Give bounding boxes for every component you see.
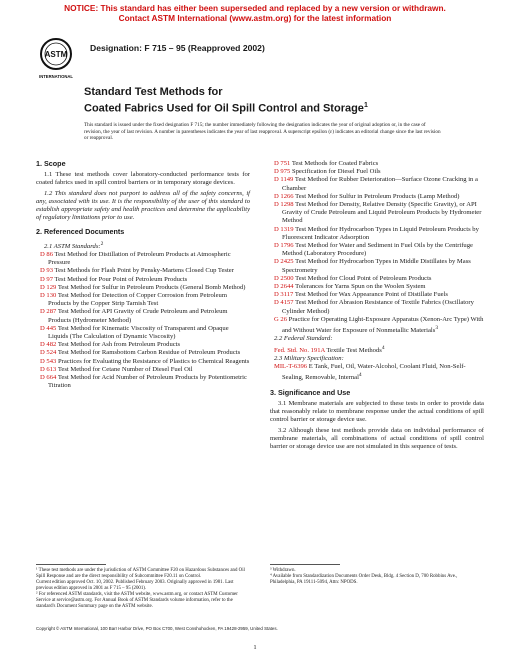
refs-heading: 2. Referenced Documents [36,227,125,237]
reference-title: Test Method for Cloud Point of Petroleum Products [295,274,432,282]
title-line-1: Standard Test Methods for [84,86,223,98]
copyright-line: Copyright © ASTM International, 100 Barr Harbor Drive, PO Box C700, West Conshohocken, PA 19428-2959, United States. [36,626,278,631]
reference-title: Test Method for Sulfur in Petroleum Products (Lamp Method) [295,192,460,200]
reference-title: Test Method for Acid Number of Petroleum Products by Potentiometric Titration [48,374,247,390]
footnote-1: ¹ These test methods are under the jurisdiction of ASTM Committee F20 on Hazardous Substances and Oil Spill Response and are the direct responsibility of Subcommittee F20.11 on Control. [36,568,245,579]
reference-item[interactable] [270,160,484,168]
reference-title: Specification for Diesel Fuel Oils [291,168,381,176]
reference-item[interactable] [270,291,484,299]
reference-item[interactable] [270,275,484,283]
withdrawn-notice [0,3,510,23]
reference-item[interactable] [36,366,250,374]
significance-heading: 3. Significance and Use [270,387,351,397]
left-reference-list [36,251,250,390]
reference-id-link[interactable]: D 482 [40,341,57,349]
reference-id-link[interactable]: D 4157 [274,299,294,307]
reference-id-link[interactable]: D 287 [40,308,57,316]
astm-standards-text: 2.1 ASTM Standards: [44,242,101,250]
right-reference-list [270,160,484,335]
military-spec-sup: 4 [358,372,362,379]
reference-id-link[interactable]: D 130 [40,292,57,300]
scope-paragraph-2: 1.2 This standard does not purport to address all of the safety concerns, if any, associated with its use. It is the responsibility of the user of this standard to establish appropriate safety and health practices and determine the applicability of regulatory limitations prior to use. [36,189,250,222]
reference-id-link[interactable]: D 1319 [274,225,294,233]
reference-id-link[interactable]: D 445 [40,324,57,332]
right-footnotes [270,568,484,586]
title-line-2 [84,99,368,116]
reference-item[interactable] [270,258,484,274]
footnote-3: ³ Withdrawn. [270,568,296,573]
reference-id-link[interactable]: D 129 [40,283,57,291]
significance-paragraph-1: 3.1 Membrane materials are subjected to these tests in order to provide data that reasonably relate to membrane response under the actual conditions of spill control barrier or storage device use. [270,400,484,424]
reference-id-link[interactable]: D 2644 [274,283,294,291]
title-line-2-text: Coated Fabrics Used for Oil Spill Control and Storage [84,102,364,115]
reference-id-link[interactable]: D 2425 [274,258,294,266]
scope-heading: 1. Scope [36,159,66,168]
significance-paragraph-2: 3.2 Although these test methods provide data on individual performance of membrane materials, all combinations of actual conditions of spill control barrier or storage device use are not simulated in this sequence of tests. [270,426,484,451]
reference-item[interactable] [36,292,250,308]
reference-id-link[interactable]: D 664 [40,374,57,382]
reference-id-link[interactable]: D 1298 [274,201,294,209]
reference-id-link[interactable]: D 524 [40,349,57,357]
scope-paragraph-1: 1.1 These test methods cover laboratory-conducted performance tests for coated fabrics used in spill control barriers or in temporary storage devices. [36,171,250,187]
footnote-4: ⁴ Available from Standardization Documents Order Desk, Bldg. 4 Section D, 700 Robbins Ave., Philadelphia, PA 19111-5094, Attn: NPODS. [270,574,458,585]
reference-title: Tolerances for Yarns Spun on the Woolen System [295,283,426,291]
federal-standard-id[interactable]: Fed. Std. No. 191A [274,346,325,354]
reference-id-link[interactable]: D 3117 [274,291,294,299]
reference-item[interactable] [36,341,250,349]
reference-item[interactable] [36,308,250,324]
footnote-2: ² For referenced ASTM standards, visit the ASTM website, www.astm.org, or contact ASTM Customer Service at service@astm.org. For Annual Book of ASTM Standards volume information, refer to the standard's Document Summary page on the ASTM website. [36,592,238,609]
reference-id-link[interactable]: D 86 [40,251,54,259]
reference-id-link[interactable]: G 26 [274,315,288,323]
reference-title: Test Method for Ash from Petroleum Products [57,341,181,349]
reference-sup: 3 [435,325,439,332]
reference-title: Test Method for Water and Sediment in Fuel Oils by the Centrifuge Method (Laboratory Procedure) [282,242,473,258]
reference-id-link[interactable]: D 93 [40,267,54,275]
reference-item[interactable] [36,374,250,390]
reference-item[interactable] [270,176,484,192]
page-number: 1 [253,644,257,651]
footnote-1-current-edition: Current edition approved Oct. 10, 2002. Published February 2003. Originally approved in 1981. Last previous edition approved in 2001 as F 715 – 95 (2001). [36,580,234,591]
logo-text: ASTM [44,50,68,59]
reference-id-link[interactable]: D 1266 [274,192,294,200]
military-spec-item[interactable] [270,363,484,383]
reference-item[interactable] [270,283,484,291]
reference-item[interactable] [270,201,484,226]
reference-item[interactable] [36,276,250,284]
reference-id-link[interactable]: D 1796 [274,242,294,250]
reference-title: Test Methods for Flash Point by Pensky-Martens Closed Cup Tester [54,267,234,275]
reference-item[interactable] [36,267,250,275]
notice-line-1: NOTICE: This standard has either been superseded and replaced by a new version or withdrawn. [64,3,446,13]
reference-item[interactable] [36,284,250,292]
reference-item[interactable] [270,168,484,176]
reference-item[interactable] [270,193,484,201]
military-spec-label: 2.3 Military Specification: [274,355,344,363]
reference-title: Practices for Evaluating the Resistance of Plastics to Chemical Reagents [57,357,250,365]
reference-title: Test Method for API Gravity of Crude Petroleum and Petroleum Products (Hydrometer Method) [48,308,228,324]
military-spec-text: E Tank, Fuel, Oil, Water-Alcohol, Coolant Fluid, Non-Self-Sealing, Removable, Internal [282,363,466,382]
military-spec-id[interactable]: MIL-T-6396 [274,363,308,371]
notice-line-2: Contact ASTM International (www.astm.org) for the latest information [118,13,392,23]
reference-id-link[interactable]: D 97 [40,275,54,283]
reference-item[interactable] [270,299,484,315]
reference-title: Test Method for Hydrocarbon Types in Liquid Petroleum Products by Fluorescent Indicator Adsorption [282,225,479,241]
reference-title: Test Method for Wax Appearance Point of Distillate Fuels [294,291,448,299]
reference-id-link[interactable]: D 543 [40,357,57,365]
left-footnote-rule [36,564,106,565]
reference-title: Test Method for Pour Point of Petroleum Products [54,275,188,283]
federal-standard-item[interactable] [270,344,484,355]
reference-id-link[interactable]: D 751 [274,160,291,167]
reference-item[interactable] [270,316,484,336]
right-column [270,160,484,453]
reference-item[interactable] [270,242,484,258]
astm-logo [36,36,76,82]
reference-title: Test Method for Ramsbottom Carbon Residue of Petroleum Products [57,349,241,357]
reference-title: Test Method for Abrasion Resistance of Textile Fabrics (Oscillatory Cylinder Method) [282,299,474,315]
designation: Designation: F 715 – 95 (Reapproved 2002) [90,43,265,53]
reference-title: Test Method for Kinematic Viscosity of Transparent and Opaque Liquids (The Calculation of Dynamic Viscosity) [48,324,229,341]
astm-standards-sup: 2 [100,240,104,247]
reference-title: Test Method for Rubber Deterioration—Surface Ozone Cracking in a Chamber [282,176,478,192]
federal-standard-sup: 4 [381,344,385,351]
right-footnote-rule [270,564,340,565]
reference-id-link[interactable]: D 1149 [274,176,294,184]
reference-id-link[interactable]: D 975 [274,168,291,176]
reference-item[interactable] [36,325,250,341]
reference-title: Test Method for Cetane Number of Diesel Fuel Oil [57,365,193,373]
reference-item[interactable] [36,349,250,357]
reference-item[interactable] [36,251,250,267]
title-footnote-mark: 1 [363,102,368,109]
reference-title: Test Method for Detection of Copper Corrosion from Petroleum Products by the Copper Strip Tarnish Test [48,292,227,308]
intro-paragraph: This standard is issued under the fixed designation F 715; the number immediately following the designation indicates the year of original adoption or, in the case of revision, the year of last revision. A number in parentheses indicates the year of last reapproval. A superscript epsilon (ε) indicates an editorial change since the last revision or reapproval. [84,122,441,142]
logo-subtext: INTERNATIONAL [39,74,73,79]
reference-id-link[interactable]: D 613 [40,365,57,373]
reference-title: Practice for Operating Light-Exposure Apparatus (Xenon-Arc Type) With and Without Water for Exposure of Nonmetallic Materials [282,315,484,335]
reference-item[interactable] [270,226,484,242]
left-footnotes [36,568,250,610]
reference-item[interactable] [36,358,250,366]
reference-title: Test Method for Sulfur in Petroleum Products (General Bomb Method) [57,283,246,291]
reference-title: Test Methods for Coated Fabrics [291,160,379,167]
left-column [36,160,250,390]
reference-id-link[interactable]: D 2500 [274,274,294,282]
reference-title: Test Method for Hydrocarbon Types in Middle Distillates by Mass Spectrometry [282,258,471,274]
reference-title: Test Method for Density, Relative Density (Specific Gravity), or API Gravity of Crude Petroleum and Liquid Petroleum Products by Hydrometer Method [282,201,482,225]
federal-standard-label: 2.2 Federal Standard: [274,335,333,343]
federal-standard-text: Textile Test Methods [326,346,382,354]
reference-title: Test Method for Distillation of Petroleum Products at Atmospheric Pressure [48,251,231,267]
astm-standards-label [36,240,250,251]
document-title [84,86,368,116]
